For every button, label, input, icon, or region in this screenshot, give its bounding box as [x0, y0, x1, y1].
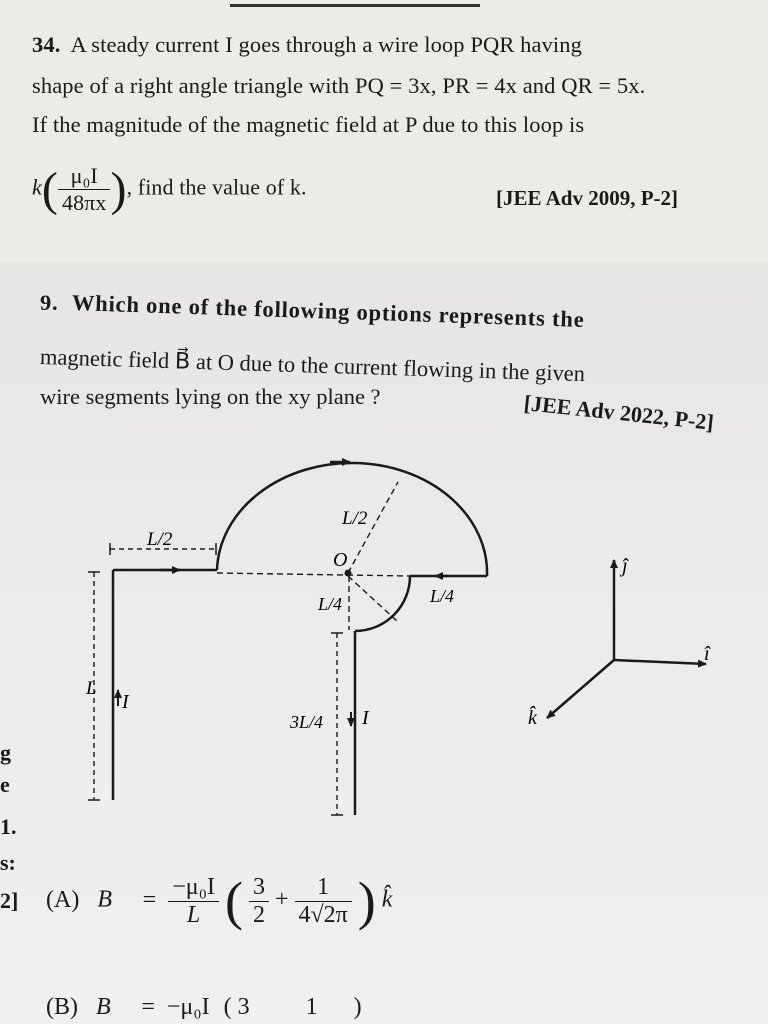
q34-frac-num: μ₀I: [58, 163, 111, 190]
option-b-num: −μ₀I: [166, 994, 210, 1020]
dashed-radius-small: [348, 576, 398, 622]
label-L4-left: L/4: [318, 594, 343, 614]
option-a-B: B⃗: [97, 886, 131, 913]
q34-text-line-2: shape of a right angle triangle with PQ = 3x, PR = 4x and QR = 5x.: [32, 73, 646, 98]
margin-fragment-2: e: [0, 772, 10, 797]
q9-text-line-1: Which one of the following options represents the: [72, 290, 586, 332]
axis-i: [614, 660, 706, 664]
q34-formula-line: k( $\frac{\text{μ₀I}}{48\pi x}$ ), find the value of k.: [32, 163, 307, 216]
option-a-unit: k̂: [381, 886, 393, 913]
margin-fragment-3: 1.: [0, 814, 17, 839]
label-L2: L/2: [147, 529, 173, 550]
q9-reference: [JEE Adv 2022, P-2]: [522, 390, 716, 435]
option-a-plus: +: [274, 886, 289, 913]
q34-k: k: [32, 174, 42, 200]
label-L: L: [86, 678, 97, 699]
option-b-B: B⃗: [96, 994, 130, 1020]
option-b-label: (B): [46, 994, 78, 1020]
label-I-right: I: [362, 707, 369, 729]
q34-text-line-3: If the magnitude of the magnetic field at P due to this loop is: [32, 112, 585, 137]
small-quarter-arc-wire: [355, 576, 410, 631]
label-I-left: I: [122, 691, 129, 713]
option-b-t2: 1: [305, 994, 318, 1020]
option-b[interactable]: [46, 994, 362, 1021]
q34-reference: [JEE Adv 2009, P-2]: [496, 186, 679, 210]
option-a-main-frac: [168, 874, 219, 929]
axis-j-label: ĵ: [622, 555, 628, 577]
label-3L4: 3L/4: [290, 712, 324, 732]
label-L4-right: L/4: [430, 586, 455, 606]
option-a-den: L: [186, 901, 201, 928]
q9-text-line-3: wire segments lying on the xy plane ?: [40, 384, 381, 409]
axis-i-label: î: [704, 643, 710, 665]
margin-fragment-5: 2]: [0, 888, 19, 913]
option-b-paren-close: ): [353, 994, 362, 1020]
option-a-t2: $\frac{1}{4√2\pi}$: [295, 874, 352, 929]
axis-k: [547, 660, 614, 718]
option-b-t1: 3: [237, 994, 250, 1020]
q9-text-line-2: magnetic field B⃗ at O due to the current flowing in the given: [39, 344, 586, 387]
margin-fragment-4: s:: [0, 850, 16, 875]
option-a-t1: $\frac{3}{2}$: [249, 874, 269, 929]
q34-tail: , find the value of k.: [126, 174, 307, 200]
q9-number: 9.: [40, 290, 59, 315]
option-a[interactable]: (A) B⃗ = $\frac{\text{−μ₀I}}{L}$ ( $\frac{3}{2}$ + $\frac{1}{4√2\pi}$ ) k̂: [46, 871, 393, 931]
option-a-label: (A): [46, 886, 80, 913]
option-a-num: −μ₀I: [168, 874, 219, 902]
option-b-eq: =: [141, 994, 155, 1020]
dashed-diameter-line: [217, 573, 410, 576]
axis-k-label: k̂: [528, 707, 537, 729]
q34-number: 34.: [32, 32, 61, 57]
margin-fragment-1: g: [0, 740, 11, 765]
label-L2-radius: L/2: [342, 508, 368, 529]
label-O: O: [333, 549, 348, 571]
q34-frac-den: 48πx: [61, 190, 107, 215]
option-b-paren: (: [223, 994, 232, 1020]
option-a-eq: =: [142, 886, 157, 913]
q34-text-line-1: A steady current I goes through a wire loop PQR having: [70, 32, 582, 57]
